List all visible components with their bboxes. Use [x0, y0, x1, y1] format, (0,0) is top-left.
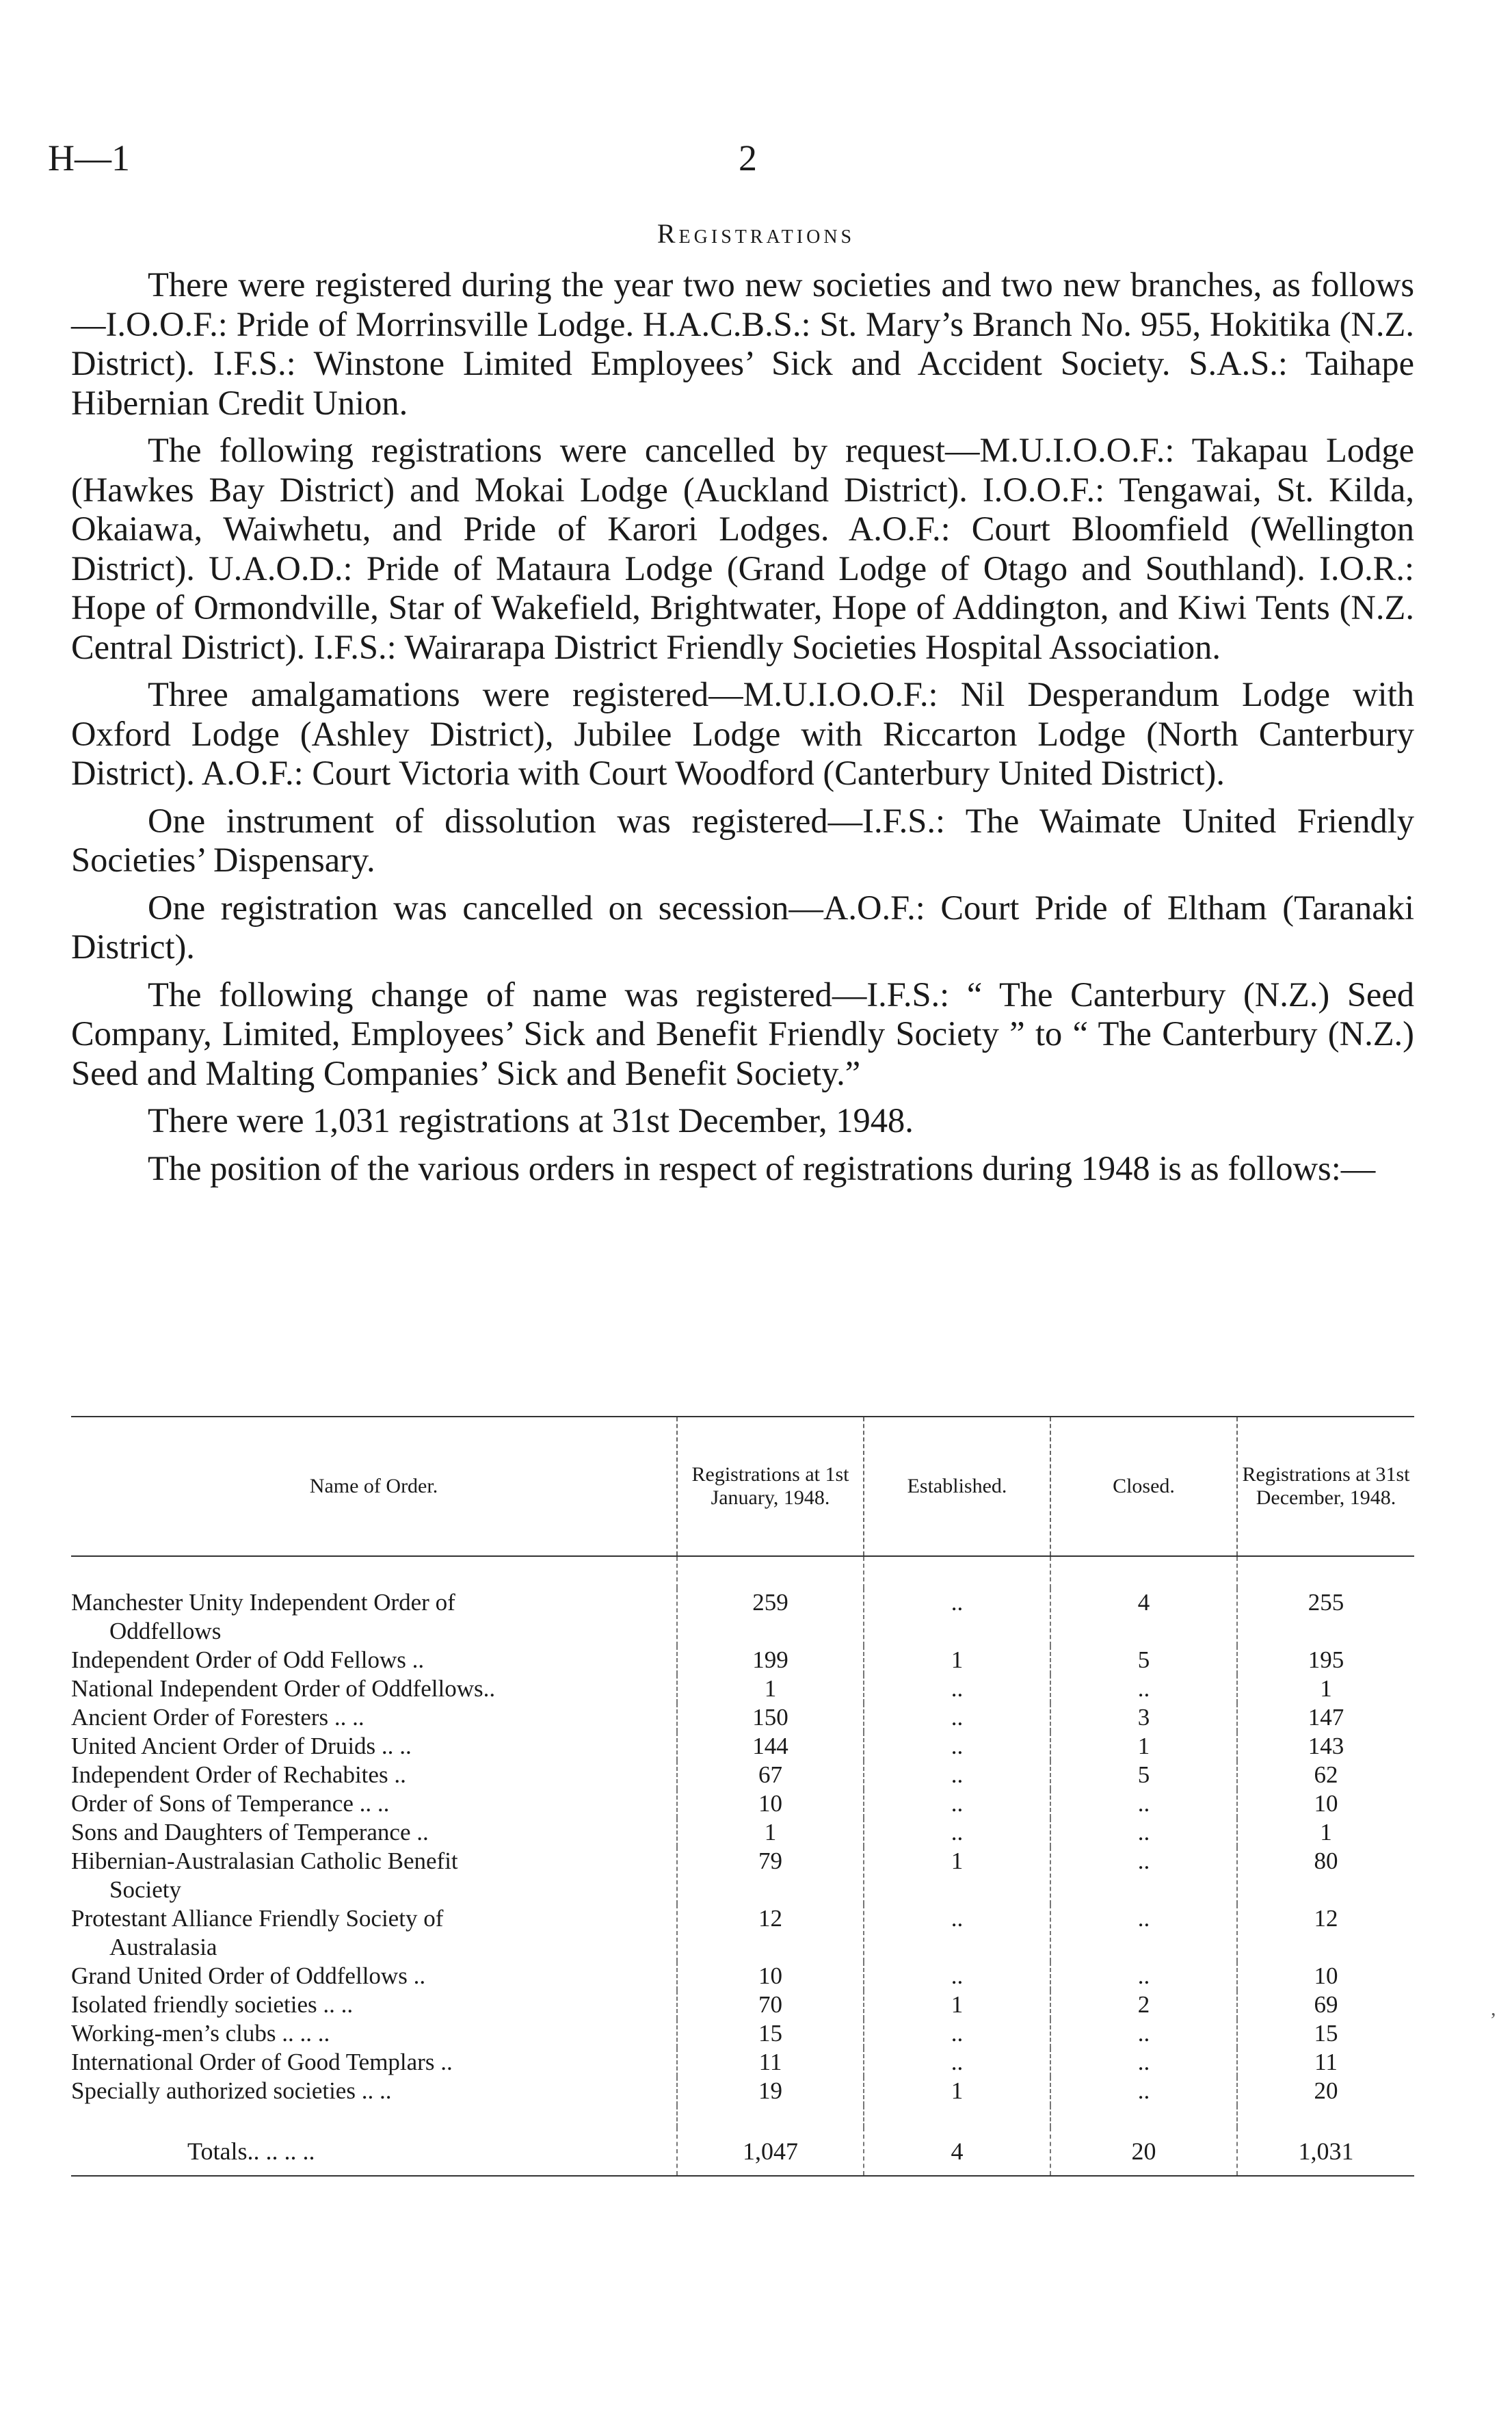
order-name-cell — [71, 1646, 677, 1674]
order-name-cell — [71, 1703, 677, 1732]
table-spacer-row — [71, 1556, 1414, 1588]
cell-reg-start: 12 — [677, 1904, 864, 1962]
cell-reg-end: 1 — [1237, 1674, 1414, 1703]
cell-reg-start: 15 — [677, 2019, 864, 2048]
cell-established: 1 — [864, 2077, 1050, 2105]
order-name: International Order of Good Templars — [71, 2049, 435, 2075]
cell-reg-end: 147 — [1237, 1703, 1414, 1732]
cell-closed: .. — [1050, 1674, 1237, 1703]
table-row — [71, 1818, 1414, 1847]
order-name-cell — [71, 1674, 677, 1703]
table-row — [71, 1674, 1414, 1703]
totals-closed: 20 — [1050, 2127, 1237, 2175]
order-name-continuation: Society — [109, 1876, 181, 1903]
header-closed: Closed. — [1050, 1417, 1237, 1556]
order-name-cell — [71, 2077, 677, 2105]
document-reference: H—1 — [48, 137, 130, 179]
table-row — [71, 1847, 1414, 1904]
table-row — [71, 2077, 1414, 2105]
cell-reg-start: 1 — [677, 1674, 864, 1703]
table-row — [71, 1962, 1414, 1990]
header-registrations-end: Registrations at 31st December, 1948. — [1237, 1417, 1414, 1556]
cell-established: .. — [864, 1674, 1050, 1703]
dot-leader: .. — [388, 1761, 406, 1788]
order-name: Grand United Order of Oddfellows — [71, 1962, 408, 1989]
cell-reg-end: 1 — [1237, 1818, 1414, 1847]
cell-established: .. — [864, 2019, 1050, 2048]
cell-reg-end: 255 — [1237, 1588, 1414, 1646]
cell-reg-end: 69 — [1237, 1990, 1414, 2019]
cell-closed: .. — [1050, 1818, 1237, 1847]
cell-established: .. — [864, 1818, 1050, 1847]
table-row — [71, 1588, 1414, 1646]
cell-established: .. — [864, 1588, 1050, 1646]
totals-established: 4 — [864, 2127, 1050, 2175]
header-registrations-start: Registrations at 1st January, 1948. — [677, 1417, 864, 1556]
order-name: Working-men’s clubs — [71, 2020, 276, 2047]
cell-closed: .. — [1050, 2019, 1237, 2048]
table-row — [71, 1732, 1414, 1761]
order-name-cell — [71, 1761, 677, 1789]
order-name: Ancient Order of Foresters — [71, 1704, 329, 1731]
order-name: Independent Order of Rechabites — [71, 1761, 388, 1788]
totals-label: Totals.. .. .. .. — [187, 2138, 315, 2165]
page-number: 2 — [739, 137, 757, 179]
cell-established: .. — [864, 1703, 1050, 1732]
cell-closed: .. — [1050, 1904, 1237, 1962]
cell-established: 1 — [864, 1847, 1050, 1904]
paragraph-table-intro: The position of the various orders in respect of registrations during 1948 is as follows:— — [148, 1148, 1376, 1187]
cell-reg-end: 11 — [1237, 2048, 1414, 2077]
cell-reg-start: 150 — [677, 1703, 864, 1732]
cell-reg-start: 10 — [677, 1962, 864, 1990]
order-name-cell — [71, 1818, 677, 1847]
cell-reg-end: 10 — [1237, 1789, 1414, 1818]
header-established: Established. — [864, 1417, 1050, 1556]
section-title: Registrations — [656, 218, 856, 249]
dot-leader: .. .. — [355, 2077, 392, 2104]
order-name-cell — [71, 1732, 677, 1761]
dot-leader: .. — [393, 1733, 412, 1759]
cell-reg-start: 70 — [677, 1990, 864, 2019]
cell-closed: 1 — [1050, 1732, 1237, 1761]
totals-reg-start: 1,047 — [677, 2127, 864, 2175]
cell-closed: 4 — [1050, 1588, 1237, 1646]
dot-leader: .. — [407, 1962, 426, 1989]
order-name-cell — [71, 1789, 677, 1818]
header-name-of-order: Name of Order. — [71, 1417, 677, 1556]
order-name: Order of Sons of Temperance — [71, 1790, 354, 1817]
cell-reg-start: 19 — [677, 2077, 864, 2105]
cell-closed: .. — [1050, 1962, 1237, 1990]
body-text — [71, 265, 1414, 1196]
order-name-continuation: Australasia — [109, 1934, 217, 1960]
cell-reg-end: 62 — [1237, 1761, 1414, 1789]
cell-closed: .. — [1050, 1789, 1237, 1818]
cell-closed: .. — [1050, 1847, 1237, 1904]
table-header-row — [71, 1417, 1414, 1556]
cell-reg-start: 79 — [677, 1847, 864, 1904]
cell-established: 1 — [864, 1646, 1050, 1674]
table-body — [71, 1556, 1414, 2175]
paragraph-new-registrations: There were registered during the year two new societies and two new branches, as follows—I.O.O.F.: Pride of Morrinsville Lodge. H.A.C.B.S.: St. Mary’s Branch No. 955, Hokitika (N.Z. District). I.F.S.: Winstone Limited Employees’ Sick and Accident Society. S.A.S.: Taihape Hibernian Credit Union. — [71, 265, 1414, 422]
order-name: Manchester Unity Independent Order of — [71, 1589, 455, 1616]
table-row — [71, 1703, 1414, 1732]
totals-row — [71, 2127, 1414, 2175]
cell-reg-end: 80 — [1237, 1847, 1414, 1904]
cell-established: .. — [864, 1962, 1050, 1990]
order-name: Independent Order of Odd Fellows — [71, 1646, 406, 1673]
cell-closed: 5 — [1050, 1646, 1237, 1674]
dot-leader: .. — [410, 1819, 429, 1845]
table-spacer-row — [71, 2105, 1414, 2127]
cell-reg-start: 67 — [677, 1761, 864, 1789]
table-row — [71, 1646, 1414, 1674]
paragraph-dissolution: One instrument of dissolution was registered—I.F.S.: The Waimate United Friendly Societies’ Dispensary. — [71, 801, 1414, 879]
cell-closed: .. — [1050, 2048, 1237, 2077]
cell-reg-end: 15 — [1237, 2019, 1414, 2048]
table-row — [71, 1789, 1414, 1818]
order-name: Protestant Alliance Friendly Society of — [71, 1905, 444, 1932]
order-name: Isolated friendly societies — [71, 1991, 317, 2018]
order-name-continuation: Oddfellows — [109, 1618, 222, 1644]
order-name: Sons and Daughters of Temperance — [71, 1819, 411, 1845]
cell-reg-end: 10 — [1237, 1962, 1414, 1990]
dot-leader: .. .. — [328, 1704, 364, 1731]
order-name-cell — [71, 2048, 677, 2077]
cell-reg-start: 1 — [677, 1818, 864, 1847]
cell-reg-end: 195 — [1237, 1646, 1414, 1674]
order-name: National Independent Order of Oddfellows.. — [71, 1675, 496, 1702]
cell-established: .. — [864, 1904, 1050, 1962]
cell-established: .. — [864, 1761, 1050, 1789]
table-row — [71, 2048, 1414, 2077]
cell-reg-start: 144 — [677, 1732, 864, 1761]
cell-closed: .. — [1050, 2077, 1237, 2105]
cell-reg-start: 259 — [677, 1588, 864, 1646]
table-row — [71, 1904, 1414, 1962]
table-row — [71, 1990, 1414, 2019]
cell-reg-end: 12 — [1237, 1904, 1414, 1962]
order-name-cell — [71, 1962, 677, 1990]
margin-mark: , — [1491, 1997, 1496, 2020]
order-name: United Ancient Order of Druids .. — [71, 1733, 394, 1759]
order-name-cell — [71, 1847, 677, 1904]
paragraph-cancelled-by-request: The following registrations were cancelled by request—M.U.I.O.O.F.: Takapau Lodge (Hawkes Bay District) and Mokai Lodge (Auckland District). I.O.O.F.: Tengawai, St. Kilda, Okaiawa, Waiwhetu, and Pride of Karori Lodges. A.O.F.: Court Bloomfield (Wellington District). U.A.O.D.: Pride of Mataura Lodge (Grand Lodge of Otago and Southland). I.O.R.: Hope of Ormondville, Star of Wakefield, Brightwater, Hope of Addington, and Kiwi Tents (N.Z. Central District). I.F.S.: Wairarapa District Friendly Societies Hospital Association. — [71, 431, 1414, 666]
table-row — [71, 1761, 1414, 1789]
paragraph-amalgamations: Three amalgamations were registered—M.U.I.O.O.F.: Nil Desperandum Lodge with Oxford Lodge (Ashley District), Jubilee Lodge with Riccarton Lodge (North Canterbury District). A.O.F.: Court Victoria with Court Woodford (Canterbury United District). — [71, 675, 1414, 792]
cell-closed: 3 — [1050, 1703, 1237, 1732]
cell-reg-end: 143 — [1237, 1732, 1414, 1761]
cell-closed: 5 — [1050, 1761, 1237, 1789]
paragraph-change-of-name: The following change of name was registered—I.F.S.: “ The Canterbury (N.Z.) Seed Company, Limited, Employees’ Sick and Benefit Friendly Society ” to “ The Canterbury (N.Z.) Seed and Malting Companies’ Sick and Benefit Society.” — [71, 975, 1414, 1092]
cell-established: .. — [864, 2048, 1050, 2077]
cell-established: .. — [864, 1732, 1050, 1761]
order-name: Specially authorized societies — [71, 2077, 356, 2104]
paragraph-total-registrations: There were 1,031 registrations at 31st December, 1948. — [148, 1101, 914, 1140]
table-row — [71, 2019, 1414, 2048]
cell-established: 1 — [864, 1990, 1050, 2019]
dot-leader: .. — [434, 2049, 453, 2075]
cell-reg-start: 10 — [677, 1789, 864, 1818]
order-name-cell — [71, 1904, 677, 1962]
order-name: Hibernian-Australasian Catholic Benefit — [71, 1848, 458, 1874]
totals-reg-end: 1,031 — [1237, 2127, 1414, 2175]
paragraph-secession: One registration was cancelled on secession—A.O.F.: Court Pride of Eltham (Taranaki District). — [71, 888, 1414, 966]
cell-reg-end: 20 — [1237, 2077, 1414, 2105]
dot-leader: .. .. — [317, 1991, 354, 2018]
order-name-cell — [71, 1588, 677, 1646]
cell-reg-start: 199 — [677, 1646, 864, 1674]
dot-leader: .. — [406, 1646, 425, 1673]
cell-reg-start: 11 — [677, 2048, 864, 2077]
cell-closed: 2 — [1050, 1990, 1237, 2019]
registrations-table — [71, 1416, 1414, 2177]
cell-established: .. — [864, 1789, 1050, 1818]
dot-leader: .. .. — [353, 1790, 390, 1817]
dot-leader: .. .. .. — [276, 2020, 330, 2047]
order-name-cell — [71, 1990, 677, 2019]
order-name-cell — [71, 2019, 677, 2048]
